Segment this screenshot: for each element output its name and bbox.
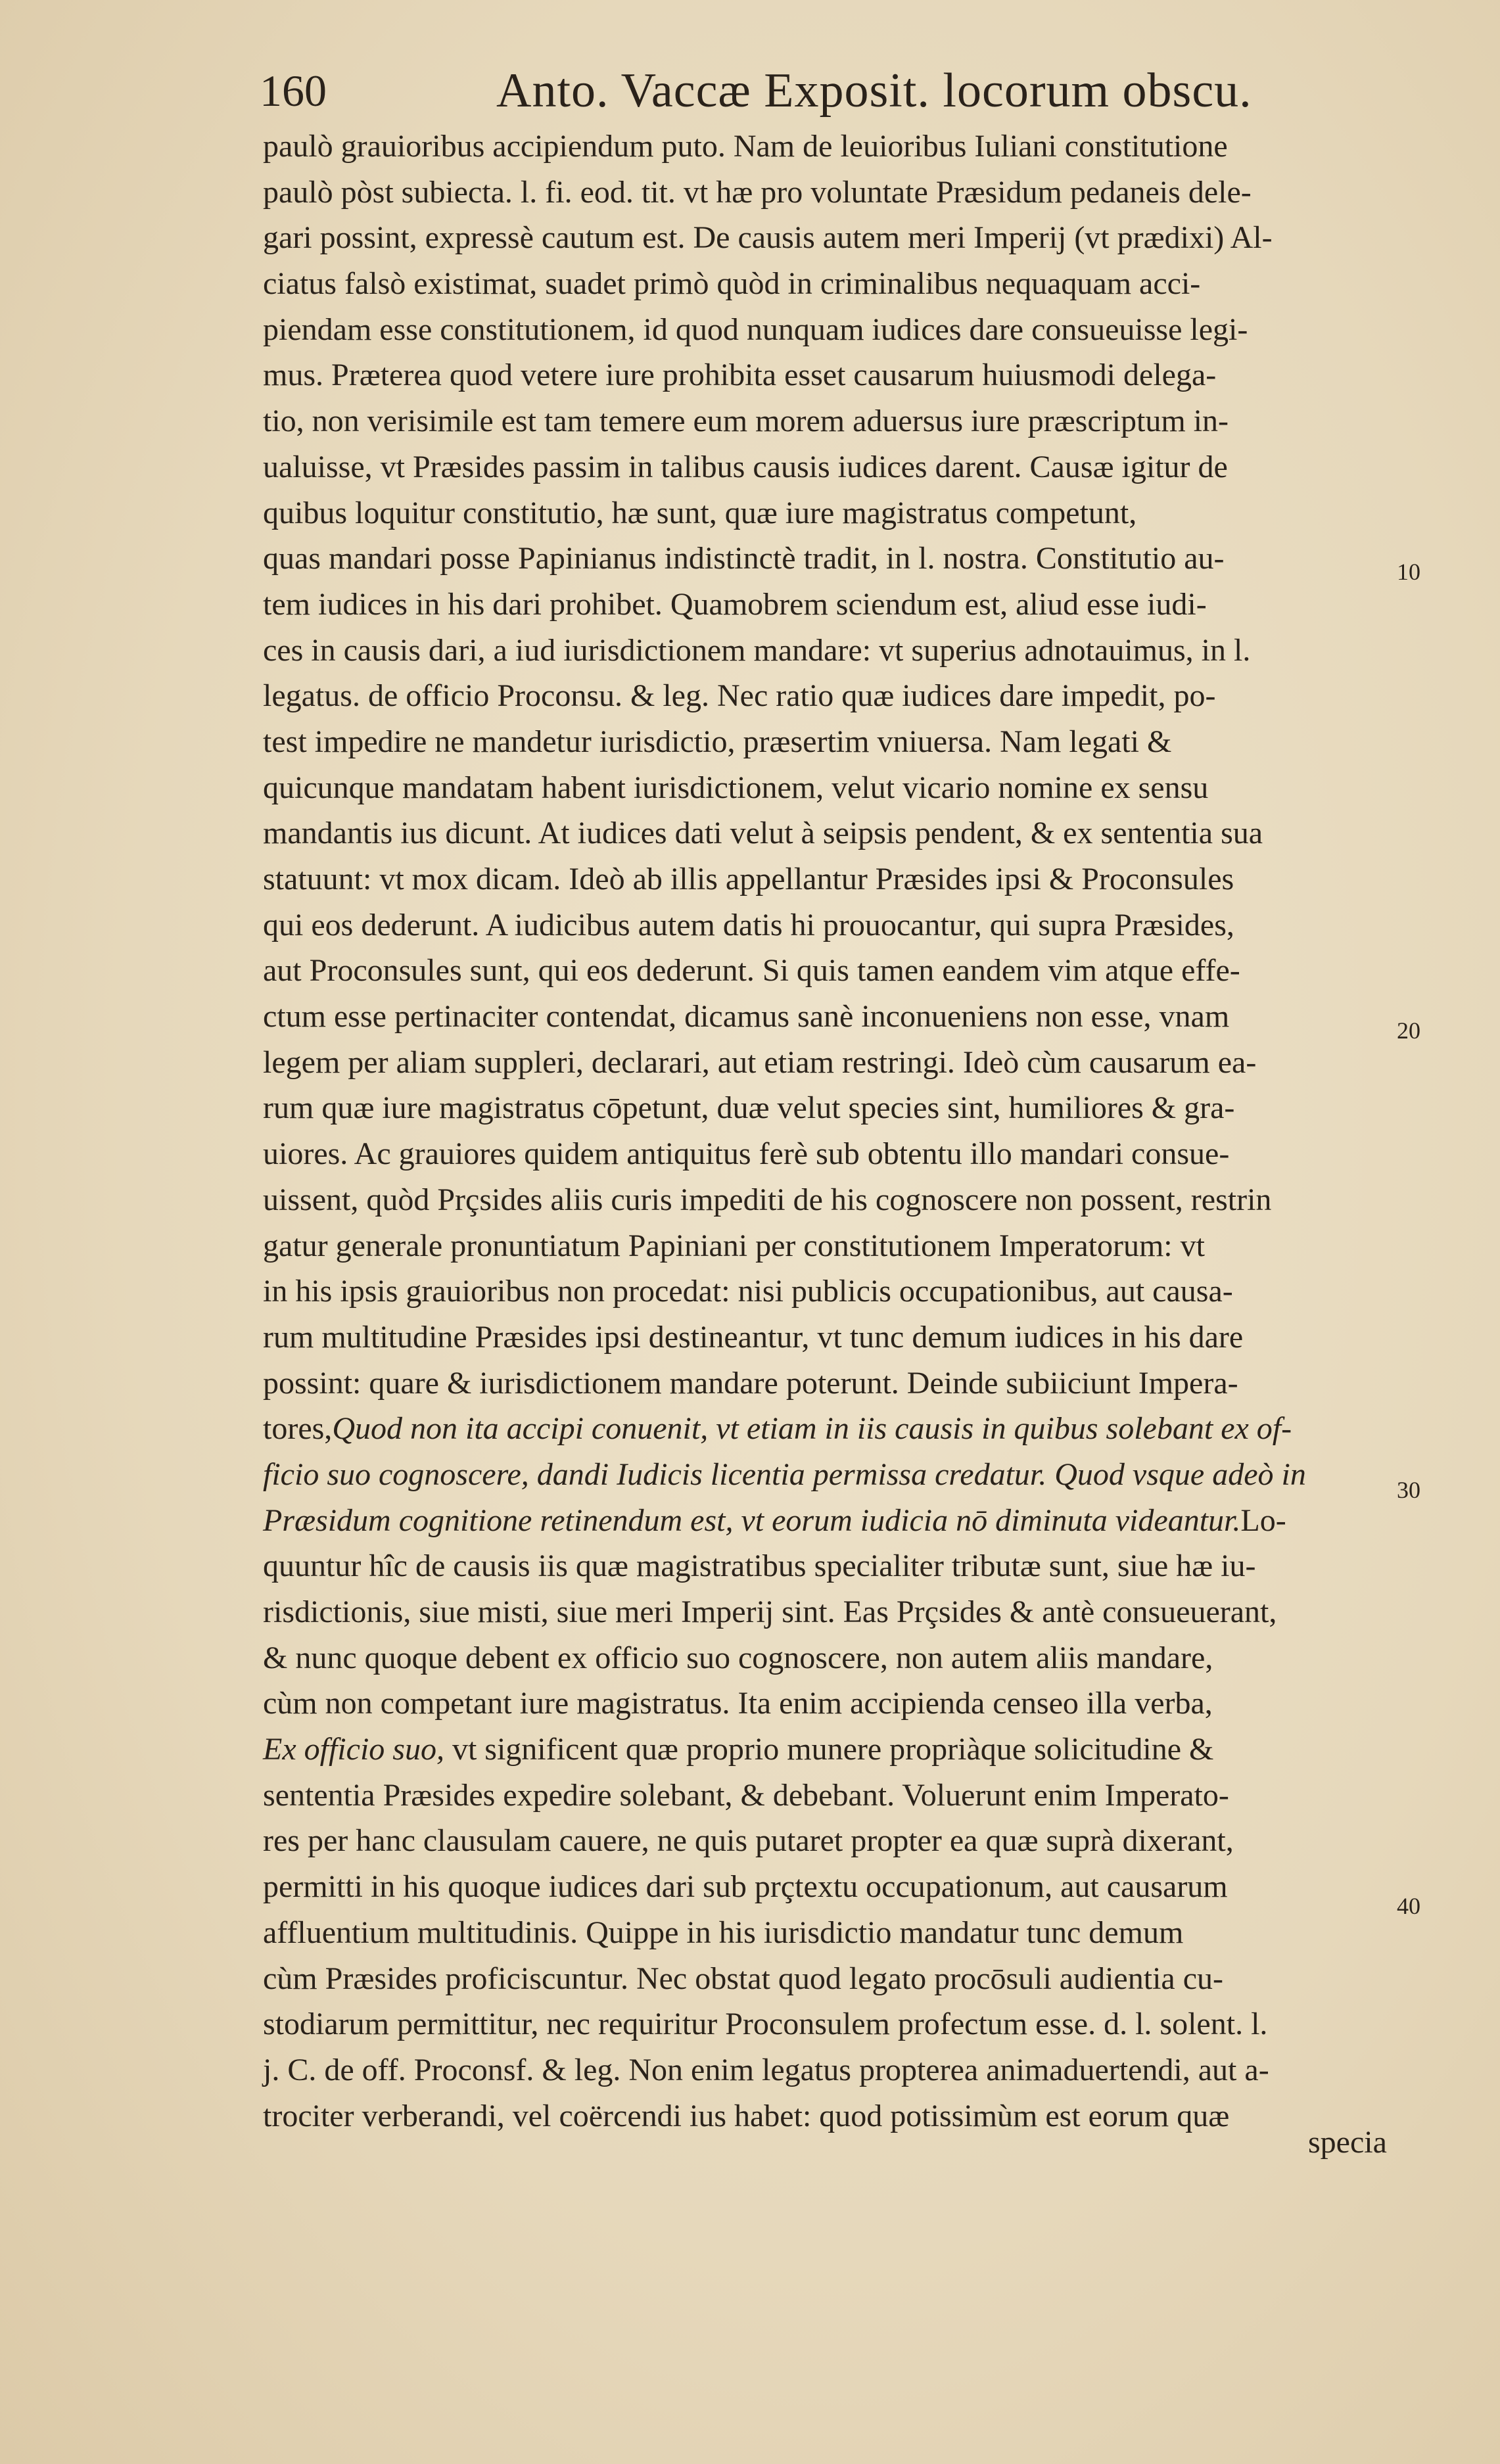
margin-line-number: 40 (1397, 1893, 1420, 1919)
italic-run: Ex officio suo, (263, 1732, 444, 1767)
italic-run: Quod non ita accipi conuenit, vt etiam in iis causis in quibus solebant ex of- (332, 1411, 1292, 1447)
italic-run: Præsidum cognitione retinendum est, vt eorum iudicia nō diminuta videantur. (263, 1502, 1241, 1538)
text-line: uiores. Ac grauiores quidem antiquitus ferè sub obtentu illo mandari consue- (263, 1136, 1230, 1172)
text-line: aut Proconsules sunt, qui eos dederunt. Si quis tamen eandem vim atque effe- (263, 953, 1240, 988)
running-head: Anto. Vaccæ Exposit. locorum obscu. (496, 64, 1252, 118)
text-line: mus. Præterea quod vetere iure prohibita esset causarum huiusmodi delega- (263, 358, 1217, 393)
text-line: cùm Præsides proficiscuntur. Nec obstat quod legato procōsuli audientia cu- (263, 1961, 1223, 1996)
text-line: test impedire ne mandetur iurisdictio, præsertim vniuersa. Nam legati & (263, 724, 1172, 759)
text-line: paulò grauioribus accipiendum puto. Nam de leuioribus Iuliani constitutione (263, 129, 1228, 164)
text-line: legatus. de officio Proconsu. & leg. Nec ratio quæ iudices dare impedit, po- (263, 678, 1216, 714)
page-header (260, 58, 1324, 124)
text-line: j. C. de off. Proconsf. & leg. Non enim legatus propterea animaduertendi, aut a- (263, 2052, 1269, 2087)
text-line: ces in causis dari, a iud iurisdictionem mandare: vt superius adnotauimus, in l. (263, 632, 1251, 668)
italic-run: ficio suo cognoscere, dandi Iudicis licentia permissa credatur. Quod vsque adeò in (263, 1456, 1306, 1492)
text-line: in his ipsis grauioribus non procedat: nisi publicis occupationibus, aut causa- (263, 1274, 1233, 1309)
text-line: statuunt: vt mox dicam. Ideò ab illis appellantur Præsides ipsi & Proconsules (263, 862, 1234, 896)
text-line (263, 1727, 1394, 1773)
roman-run: vt significent quæ proprio munere propriàque solicitudine & (444, 1732, 1214, 1767)
text-line: mandantis ius dicunt. At iudices dati velut à seipsis pendent, & ex sententia sua (263, 816, 1263, 851)
text-line: trociter verberandi, vel coërcendi ius habet: quod potissimùm est eorum quæ (263, 2098, 1230, 2133)
text-line (263, 1452, 1394, 1498)
text-line: rum quæ iure magistratus cōpetunt, duæ velut species sint, humiliores & gra- (263, 1090, 1235, 1126)
roman-run: tores, (263, 1411, 333, 1447)
text-line: gari possint, expressè cautum est. De causis autem meri Imperij (vt prædixi) Al- (263, 220, 1273, 256)
text-line: affluentium multitudinis. Quippe in his iurisdictio mandatur tunc demum (263, 1915, 1184, 1950)
page-number: 160 (260, 66, 327, 116)
text-line: res per hanc clausulam cauere, ne quis putaret propter ea quæ suprà dixerant, (263, 1823, 1234, 1859)
margin-line-number: 30 (1397, 1477, 1420, 1503)
text-line: paulò pòst subiecta. l. fi. eod. tit. vt hæ pro voluntate Præsidum pedaneis dele- (263, 174, 1252, 210)
text-line: quibus loquitur constitutio, hæ sunt, quæ iure magistratus competunt, (263, 495, 1137, 530)
text-line: permitti in his quoque iudices dari sub prçtextu occupationum, aut causarum (263, 1869, 1228, 1905)
margin-line-number: 10 (1397, 559, 1420, 585)
text-line: gatur generale pronuntiatum Papiniani per constitutionem Imperatorum: vt (263, 1228, 1205, 1263)
text-line: rum multitudine Præsides ipsi destineantur, vt tunc demum iudices in his dare (263, 1319, 1244, 1355)
text-line: quuntur hîc de causis iis quæ magistratibus specialiter tributæ sunt, siue hæ iu- (263, 1548, 1256, 1584)
body-text (263, 124, 1394, 2139)
text-line: piendam esse constitutionem, id quod nunquam iudices dare consueuisse legi- (263, 312, 1248, 347)
text-line: & nunc quoque debent ex officio suo cognoscere, non autem aliis mandare, (263, 1640, 1213, 1675)
text-line: tem iudices in his dari prohibet. Quamobrem sciendum est, aliud esse iudi- (263, 586, 1207, 622)
text-line: uissent, quòd Prçsides aliis curis impediti de his cognoscere non possent, restrin (263, 1182, 1272, 1217)
text-line: quicunque mandatam habent iurisdictionem, velut vicario nomine ex sensu (263, 770, 1209, 805)
text-line: ciatus falsò existimat, suadet primò quòd in criminalibus nequaquam acci- (263, 266, 1201, 302)
text-line: cùm non competant iure magistratus. Ita enim accipienda censeo illa verba, (263, 1686, 1213, 1721)
text-line (263, 1406, 1394, 1452)
text-line: qui eos dederunt. A iudicibus autem datis hi prouocantur, qui supra Præsides, (263, 907, 1234, 942)
text-line: ualuisse, vt Præsides passim in talibus causis iudices darent. Causæ igitur de (263, 449, 1228, 484)
text-line: tio, non verisimile est tam temere eum morem aduersus iure præscriptum in- (263, 404, 1229, 439)
margin-line-number: 20 (1397, 1017, 1420, 1044)
text-line: stodiarum permittitur, nec requiritur Proconsulem profectum esse. d. l. solent. l. (263, 2007, 1268, 2042)
roman-run: Lo- (1240, 1502, 1286, 1538)
text-line: possint: quare & iurisdictionem mandare poterunt. Deinde subiiciunt Impera- (263, 1365, 1238, 1401)
text-line: legem per aliam suppleri, declarari, aut etiam restringi. Ideò cùm causarum ea- (263, 1044, 1257, 1080)
catchword: specia (1308, 2125, 1387, 2160)
text-line (263, 1498, 1394, 1544)
text-line: quas mandari posse Papinianus indistinctè tradit, in l. nostra. Constitutio au- (263, 541, 1225, 576)
text-line: ctum esse pertinaciter contendat, dicamus sanè inconueniens non esse, vnam (263, 999, 1230, 1034)
text-line: sententia Præsides expedire solebant, & debebant. Voluerunt enim Imperato- (263, 1777, 1229, 1813)
text-line: risdictionis, siue misti, siue meri Imperij sint. Eas Prçsides & antè consueuerant, (263, 1594, 1277, 1629)
